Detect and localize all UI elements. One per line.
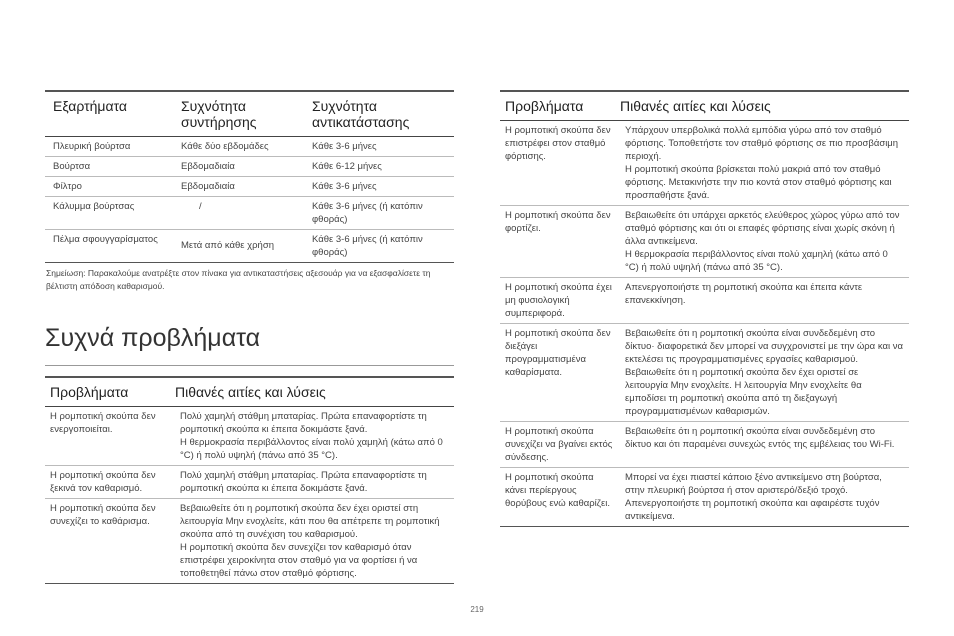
solution-line: Απενεργοποιήστε τη ρομποτική σκούπα και έπειτα κάντε επανεκκίνηση. bbox=[625, 282, 863, 306]
table-row bbox=[500, 324, 909, 422]
table-row bbox=[500, 121, 909, 206]
solution-line: Βεβαιωθείτε ότι η ρομποτική σκούπα δεν έχει οριστεί στη λειτουργία Μην ενοχλείτε, κάτι που θα απέτρεπε τη ρομποτική σκούπα από τη συνέχιση του καθαρισμού. bbox=[180, 503, 440, 540]
replacement-frequency: Κάθε 6-12 μήνες bbox=[304, 157, 454, 177]
replacement-frequency: Κάθε 3-6 μήνες (ή κατόπιν φθοράς) bbox=[304, 197, 454, 230]
table-row bbox=[500, 278, 909, 324]
maintenance-frequency: Εβδομαδιαία bbox=[173, 177, 304, 197]
faq-table-left bbox=[45, 376, 454, 584]
maintenance-frequency: Μετά από κάθε χρήση bbox=[173, 230, 304, 263]
part-name: Πέλμα σφουγγαρίσματος bbox=[45, 230, 173, 263]
page-number: 219 bbox=[470, 605, 484, 614]
part-name: Φίλτρο bbox=[45, 177, 173, 197]
table-row bbox=[500, 422, 909, 468]
solution-line: Η θερμοκρασία περιβάλλοντος είναι πολύ χαμηλή (κάτω από 0 °C) ή πολύ υψηλή (πάνω από 35 °C). bbox=[625, 249, 888, 273]
faq-table-right bbox=[500, 90, 909, 527]
part-name: Πλευρική βούρτσα bbox=[45, 137, 173, 157]
solution-line: Βεβαιωθείτε ότι η ρομποτική σκούπα είναι συνδεδεμένη στο δίκτυο· διαφορετικά δεν μπορεί να συγχρονιστεί με την ώρα και να εκτελέσει τις προγραμματισμένες εργασίες καθαρισμού. bbox=[625, 328, 903, 365]
solution-line: Υπάρχουν υπερβολικά πολλά εμπόδια γύρω από τον σταθμό φόρτισης. Τοποθετήστε τον σταθμό φόρτισης σε πιο προσβάσιμη περιοχή. bbox=[625, 125, 899, 162]
problem-text: Η ρομποτική σκούπα δεν ενεργοποιείται. bbox=[45, 407, 175, 466]
solution-line: Βεβαιωθείτε ότι η ρομποτική σκούπα είναι συνδεδεμένη στο δίκτυο και ότι παραμένει συνεχώς εντός της εμβέλειας του Wi-Fi. bbox=[625, 426, 895, 450]
solution-line: Πολύ χαμηλή στάθμη μπαταρίας. Πρώτα επαναφορτίστε τη ρομποτική σκούπα κι έπειτα δοκιμάστε ξανά. bbox=[180, 470, 427, 494]
problem-text: Η ρομποτική σκούπα δεν συνεχίζει το καθάρισμα. bbox=[45, 499, 175, 584]
header-problems: Προβλήματα bbox=[500, 92, 620, 121]
solution-text bbox=[620, 278, 909, 324]
header-replacement-frequency: Συχνότητα αντικατάστασης bbox=[304, 92, 454, 137]
solution-text bbox=[620, 422, 909, 468]
part-name: Βούρτσα bbox=[45, 157, 173, 177]
maintenance-frequency: Κάθε δύο εβδομάδες bbox=[173, 137, 304, 157]
solution-text bbox=[620, 468, 909, 527]
table-row bbox=[45, 197, 454, 230]
replacement-frequency: Κάθε 3-6 μήνες bbox=[304, 137, 454, 157]
part-name: Κάλυμμα βούρτσας bbox=[45, 197, 173, 230]
solution-line: Βεβαιωθείτε ότι υπάρχει αρκετός ελεύθερος χώρος γύρω από τον σταθμό φόρτισης και ότι οι επαφές φόρτισης είναι χωρίς σκόνη ή άλλα αντικείμενα. bbox=[625, 210, 900, 247]
problem-text: Η ρομποτική σκούπα κάνει περίεργους θορύβους ενώ καθαρίζει. bbox=[500, 468, 620, 527]
table-row bbox=[45, 466, 454, 499]
table-row bbox=[45, 230, 454, 263]
solution-text bbox=[620, 121, 909, 206]
solution-text bbox=[175, 466, 454, 499]
header-maintenance-frequency: Συχνότητα συντήρησης bbox=[173, 92, 304, 137]
solution-line: Βεβαιωθείτε ότι η ρομποτική σκούπα δεν έχει οριστεί σε λειτουργία Μην ενοχλείτε. Η λειτουργία Μην ενοχλείτε θα εμποδίσει τη ρομποτική σκούπα από τη διεξαγωγή προγραμματισμένων καθαρισμών. bbox=[625, 367, 862, 417]
problem-text: Η ρομποτική σκούπα δεν ξεκινά τον καθαρισμό. bbox=[45, 466, 175, 499]
page-title: Συχνά προβλήματα bbox=[45, 323, 454, 366]
maintenance-frequency: / bbox=[173, 197, 304, 230]
solution-line: Η ρομποτική σκούπα δεν συνεχίζει τον καθαρισμό όταν επιστρέφει χειροκίνητα στον σταθμό για να φορτίσει ή να τοποθετηθεί πάνω στον σταθμό φόρτισης. bbox=[180, 542, 418, 579]
maintenance-frequency: Εβδομαδιαία bbox=[173, 157, 304, 177]
problem-text: Η ρομποτική σκούπα συνεχίζει να βγαίνει εκτός σύνδεσης. bbox=[500, 422, 620, 468]
table-row bbox=[500, 206, 909, 278]
solution-line: Μπορεί να έχει πιαστεί κάποιο ξένο αντικείμενο στη βούρτσα, στην πλευρική βούρτσα ή στον αριστερό/δεξιό τροχό. Απενεργοποιήστε τη ρομποτική σκούπα και αφαιρέστε τυχόν αντικείμενα. bbox=[625, 472, 882, 522]
solution-text bbox=[620, 206, 909, 278]
solution-text bbox=[620, 324, 909, 422]
table-row bbox=[45, 499, 454, 584]
problem-text: Η ρομποτική σκούπα δεν επιστρέφει στον σταθμό φόρτισης. bbox=[500, 121, 620, 206]
faq-header-row bbox=[45, 378, 454, 407]
solution-line: Η ρομποτική σκούπα βρίσκεται πολύ μακριά από τον σταθμό φόρτισης. Μετακινήστε την πιο κοντά στον σταθμό φόρτισης και προσπαθήστε ξανά. bbox=[625, 164, 892, 201]
problem-text: Η ρομποτική σκούπα έχει μη φυσιολογική συμπεριφορά. bbox=[500, 278, 620, 324]
header-causes-solutions: Πιθανές αιτίες και λύσεις bbox=[175, 378, 454, 407]
solution-text bbox=[175, 499, 454, 584]
solution-line: Πολύ χαμηλή στάθμη μπαταρίας. Πρώτα επαναφορτίστε τη ρομποτική σκούπα κι έπειτα δοκιμάστε ξανά. bbox=[180, 411, 427, 435]
header-parts: Εξαρτήματα bbox=[45, 92, 173, 137]
table-row bbox=[45, 137, 454, 157]
replacement-frequency: Κάθε 3-6 μήνες (ή κατόπιν φθοράς) bbox=[304, 230, 454, 263]
maintenance-note: Σημείωση: Παρακαλούμε ανατρέξτε στον πίνακα για αντικαταστήσεις αξεσουάρ για να εξασφαλίσετε τη βέλτιστη απόδοση καθαρισμού. bbox=[46, 268, 431, 291]
table-row bbox=[45, 177, 454, 197]
right-column bbox=[500, 90, 909, 527]
faq-header-row bbox=[500, 92, 909, 121]
replacement-frequency: Κάθε 3-6 μήνες bbox=[304, 177, 454, 197]
table-row bbox=[500, 468, 909, 527]
header-problems: Προβλήματα bbox=[45, 378, 175, 407]
maintenance-header-row bbox=[45, 92, 454, 137]
problem-text: Η ρομποτική σκούπα δεν φορτίζει. bbox=[500, 206, 620, 278]
table-row bbox=[45, 407, 454, 466]
problem-text: Η ρομποτική σκούπα δεν διεξάγει προγραμματισμένα καθαρίσματα. bbox=[500, 324, 620, 422]
left-column bbox=[45, 90, 454, 584]
header-causes-solutions: Πιθανές αιτίες και λύσεις bbox=[620, 92, 909, 121]
table-row bbox=[45, 157, 454, 177]
solution-text bbox=[175, 407, 454, 466]
maintenance-table bbox=[45, 90, 454, 263]
solution-line: Η θερμοκρασία περιβάλλοντος είναι πολύ χαμηλή (κάτω από 0 °C) ή πολύ υψηλή (πάνω από 35 °C). bbox=[180, 437, 443, 461]
